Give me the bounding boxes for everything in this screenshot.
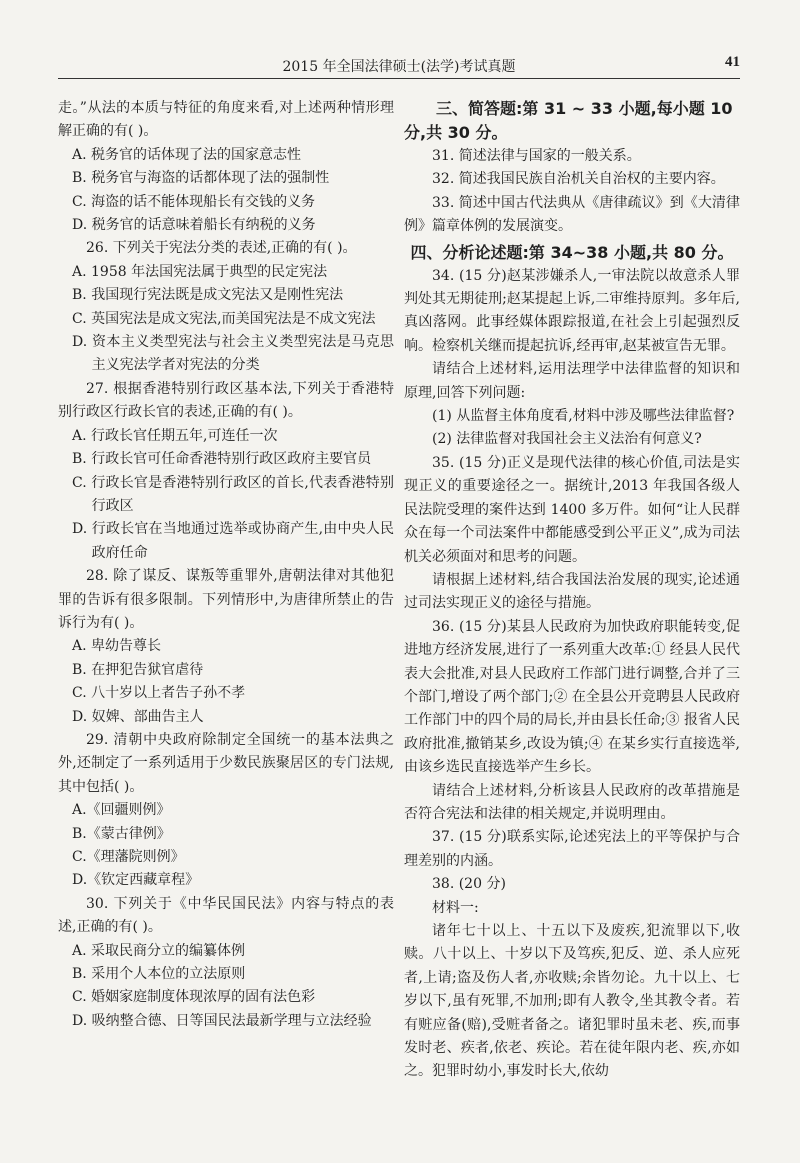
q28-option-c: C. 八十岁以上者告子孙不孝 [72, 685, 246, 702]
q30-option-a: A. 采取民商分立的编纂体例 [72, 942, 246, 959]
q30-stem: 30. 下列关于《中华民国民法》内容与特点的表述,正确的有( )。 [58, 895, 394, 936]
q26-option-d: D. 资本主义类型宪法与社会主义类型宪法是马克思主义宪法学者对宪法的分类 [72, 334, 394, 374]
q26-stem: 26. 下列关于宪法分类的表述,正确的有( )。 [86, 240, 357, 257]
q27-stem: 27. 根据香港特别行政区基本法,下列关于香港特别行政区行政长官的表述,正确的有( )。 [58, 380, 394, 421]
q29-option-c: C.《理藩院则例》 [72, 849, 185, 865]
q35-material: 35. (15 分)正义是现代法律的核心价值,司法是实现正义的重要途径之一。据统计,2013 年我国各级人民法院受理的案件达到 1400 多万件。如何“让人民群众在每一个司法案件中都能感受到公平正义”,成为司法机关必须面对和思考的问题。 [404, 454, 740, 565]
q36-instruction: 请结合上述材料,分析该县人民政府的改革措施是否符合宪法和法律的相关规定,并说明理由。 [404, 782, 740, 822]
q37: 37. (15 分)联系实际,论述宪法上的平等保护与合理差别的内涵。 [404, 829, 740, 869]
q25-option-b: B. 税务官与海盗的话都体现了法的强制性 [72, 170, 330, 187]
section-heading-analysis: 四、分析论述题:第 34~38 小题,共 80 分。 [410, 242, 734, 262]
q28-option-d: D. 奴婢、部曲告主人 [72, 708, 204, 725]
section-heading-short-answer: 三、简答题:第 31 ~ 33 小题,每小题 10 分,共 30 分。 [404, 99, 733, 142]
q30-option-c: C. 婚姻家庭制度体现浓厚的固有法色彩 [72, 989, 316, 1006]
q28-option-b: B. 在押犯告狱官虐待 [72, 661, 204, 678]
material-1-label: 材料一: [432, 899, 479, 916]
q26-option-b: B. 我国现行宪法既是成文宪法又是刚性宪法 [72, 287, 344, 304]
q34-material: 34. (15 分)赵某涉嫌杀人,一审法院以故意杀人罪判处其无期徒刑;赵某提起上诉,二审维持原判。多年后,真凶落网。此事经媒体跟踪报道,在社会上引起强烈反响。检察机关继而提起抗诉,经再审,赵某被宣告无罪。 [404, 267, 740, 354]
q36-material: 36. (15 分)某县人民政府为加快政府职能转变,促进地方经济发展,进行了一系列重大改革:① 经县人民代表大会批准,对县人民政府工作部门进行调整,合并了三个部门,增设了两个部门;② 在全县公开竞聘县人民政府工作部门中的四个局的局长,并由县长任命;③ 报省人民政府批准,撤销某乡,改设为镇;④ 在某乡实行直接选举,由该乡选民直接选举产生乡长。 [404, 618, 740, 776]
q26-option-c: C. 英国宪法是成文宪法,而美国宪法是不成文宪法 [72, 310, 376, 327]
q29-option-d: D.《钦定西藏章程》 [72, 872, 200, 889]
q28-stem: 28. 除了谋反、谋叛等重罪外,唐朝法律对其他犯罪的告诉有很多限制。下列情形中,为唐律所禁止的告诉行为有( )。 [58, 568, 394, 631]
q33: 33. 简述中国古代法典从《唐律疏议》到《大清律例》篇章体例的发展演变。 [404, 194, 740, 235]
q29-option-a: A.《回疆则例》 [72, 802, 171, 819]
q29-stem: 29. 清朝中央政府除制定全国统一的基本法典之外,还制定了一系列适用于少数民族聚居区的专门法规,其中包括( )。 [58, 731, 394, 795]
q27-option-b: B. 行政长官可任命香港特别行政区政府主要官员 [72, 451, 372, 468]
page-number: 41 [725, 54, 740, 70]
material-1-text: 诸年七十以上、十五以下及废疾,犯流罪以下,收赎。八十以上、十岁以下及笃疾,犯反、逆、杀人应死者,上请;盗及伤人者,亦收赎;余皆勿论。九十以上、七岁以下,虽有死罪,不加刑;即有人教令,坐其教令者。若有赃应备(赔),受赃者备之。诸犯罪时虽未老、疾,而事发时老、疾者,依老、疾论。若在徒年限内老、疾,亦如之。犯罪时幼小,事发时长大,依幼 [404, 923, 740, 1080]
q30-option-b: B. 采用个人本位的立法原则 [72, 966, 246, 983]
q25-option-d: D. 税务官的话意味着船长有纳税的义务 [72, 217, 316, 234]
q28-option-a: A. 卑幼告尊长 [72, 638, 162, 655]
q27-option-a: A. 行政长官任期五年,可连任一次 [72, 427, 278, 444]
q34-subquestion-1: (1) 从监督主体角度看,材料中涉及哪些法律监督? [432, 408, 735, 425]
right-column [404, 97, 740, 1084]
q38-heading: 38. (20 分) [432, 876, 506, 893]
q34-subquestion-2: (2) 法律监督对我国社会主义法治有何意义? [432, 431, 702, 448]
q29-option-b: B.《蒙古律例》 [72, 825, 171, 842]
q34-instruction: 请结合上述材料,运用法理学中法律监督的知识和原理,回答下列问题: [404, 361, 740, 401]
q35-instruction: 请根据上述材料,结合我国法治发展的现实,论述通过司法实现正义的途径与措施。 [404, 571, 740, 612]
running-title: 2015 年全国法律硕士(法学)考试真题 [282, 59, 516, 75]
q31: 31. 简述法律与国家的一般关系。 [432, 148, 641, 164]
q26-option-a: A. 1958 年法国宪法属于典型的民定宪法 [72, 263, 328, 280]
q27-option-c: C. 行政长官是香港特别行政区的首长,代表香港特别行政区 [72, 474, 394, 514]
q25-continuation: 走。”从法的本质与特征的角度来看,对上述两种情形理解正确的有( )。 [58, 100, 394, 140]
q32: 32. 简述我国民族自治机关自治权的主要内容。 [432, 171, 725, 188]
q30-option-d: D. 吸纳整合德、日等国民法最新学理与立法经验 [72, 1012, 372, 1029]
page-header [58, 50, 740, 79]
q25-option-a: A. 税务官的话体现了法的国家意志性 [72, 146, 302, 163]
q25-option-c: C. 海盗的话不能体现船长有交钱的义务 [72, 193, 316, 210]
left-column [58, 97, 394, 1033]
q27-option-d: D. 行政长官在当地通过选举或协商产生,由中央人民政府任命 [72, 521, 394, 561]
